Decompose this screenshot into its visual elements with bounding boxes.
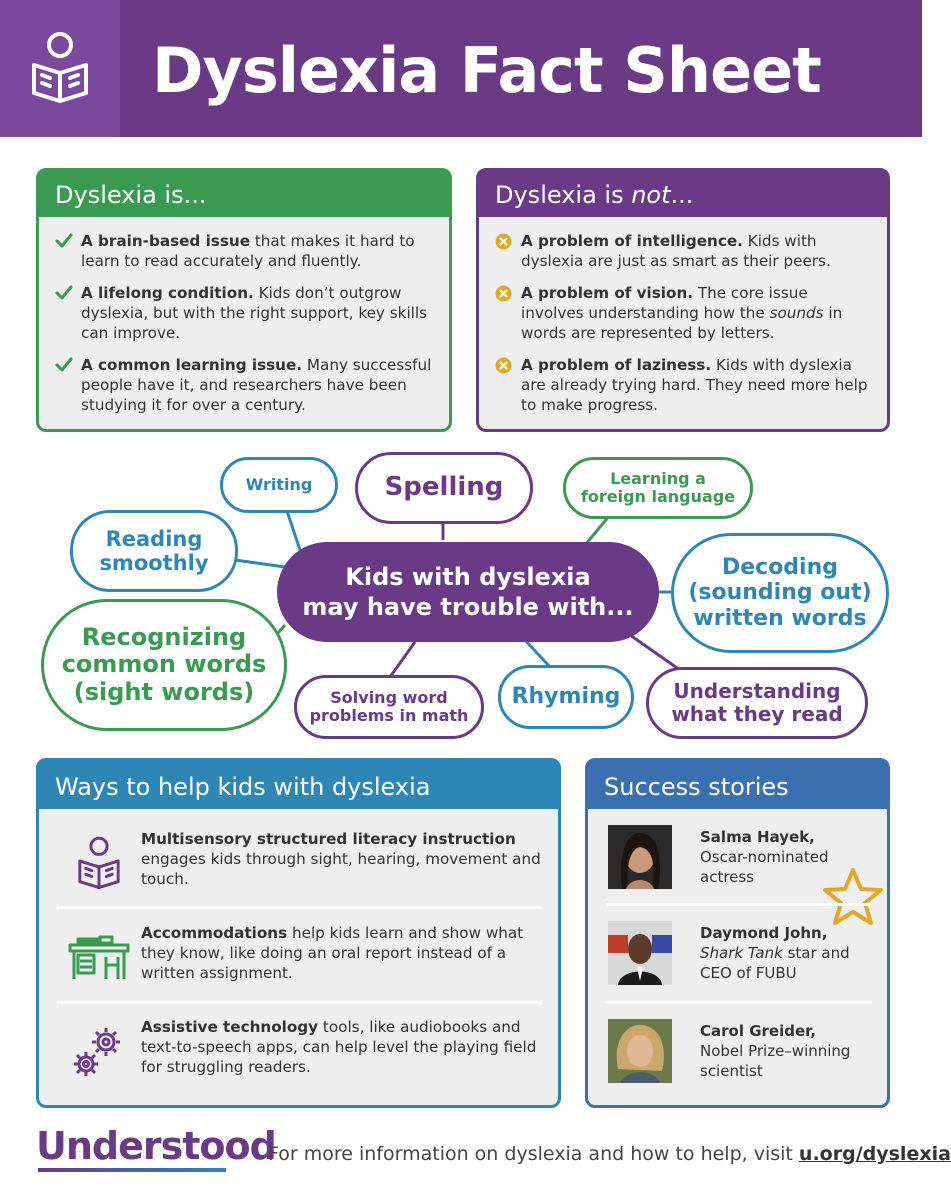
reading-child-icon [57, 829, 141, 899]
dyslexia-is-card [36, 168, 452, 432]
ways-to-help-card [36, 758, 561, 1108]
reading-child-icon [28, 31, 92, 107]
fact-bold: A common learning issue. [81, 356, 303, 374]
title-suffix: ... [670, 181, 694, 209]
bubble-label: written words [693, 605, 867, 631]
list-item [495, 283, 873, 343]
center-line2: may have trouble with... [302, 593, 634, 621]
fact-text: Many successful people have it, and researchers have been studying it for over a century. [81, 356, 432, 414]
bubble-label: smoothly [99, 551, 209, 575]
fact-text: that makes it hard to learn to read accurately and fluently. [81, 232, 415, 270]
title-emphasis: not [631, 181, 671, 209]
mindmap-center [277, 542, 659, 642]
bubble-math [294, 675, 484, 739]
bubble-understanding [646, 667, 868, 739]
help-text: help kids learn and show what they know, like doing an oral report instead of a written assignment. [141, 924, 524, 982]
fact-text: Kids with dyslexia are already trying hard. They need more help to make progress. [521, 356, 868, 414]
help-bold: Multisensory structured literacy instruction [141, 830, 516, 848]
bubble-label: Learning a [610, 468, 706, 488]
story-daymond [608, 921, 878, 985]
help-item-technology [57, 1017, 542, 1087]
bubble-label: (sounding out) [688, 580, 872, 606]
story-name: Salma Hayek, [700, 828, 815, 846]
fact-bold: A problem of intelligence. [521, 232, 743, 250]
divider [606, 1001, 872, 1004]
brand-logo: Understood [36, 1124, 276, 1168]
fact-bold: A problem of vision. [521, 284, 694, 302]
bubble-rhyming [498, 665, 634, 729]
star-icon [822, 867, 884, 927]
ways-title: Ways to help kids with dyslexia [39, 761, 558, 809]
story-name: Carol Greider, [700, 1022, 817, 1040]
checkmark-icon [55, 233, 81, 271]
dyslexia-is-not-title [479, 171, 887, 217]
list-item [495, 231, 873, 271]
gears-icon [57, 1017, 141, 1087]
brand-underline [38, 1168, 226, 1172]
x-circle-icon [495, 285, 521, 343]
header-banner [0, 0, 922, 137]
checkmark-icon [55, 285, 81, 343]
story-name: Daymond John, [700, 924, 828, 942]
fact-text: Kids don’t outgrow dyslexia, but with the right support, key skills can improve. [81, 284, 428, 342]
desk-icon [57, 923, 141, 993]
help-bold: Assistive technology [141, 1018, 319, 1036]
divider [606, 903, 872, 906]
bubble-reading-smoothly [70, 510, 238, 592]
fact-bold: A problem of laziness. [521, 356, 712, 374]
avatar [608, 921, 672, 985]
help-item-literacy [57, 829, 542, 899]
x-circle-icon [495, 233, 521, 271]
footer-message: For more information on dyslexia and how to help, visit [268, 1143, 799, 1165]
title-prefix: Dyslexia is [495, 181, 632, 209]
story-desc: star and CEO of FUBU [700, 944, 850, 982]
footer-link[interactable]: u.org/dyslexia [798, 1143, 951, 1165]
bubble-label: Rhyming [511, 684, 621, 710]
bubble-label: Recognizing [81, 622, 247, 651]
story-desc: Nobel Prize–winning scientist [700, 1042, 851, 1080]
bubble-label: Reading [105, 526, 203, 551]
bubble-label: problems in math [309, 706, 469, 725]
fact-bold: A lifelong condition. [81, 284, 254, 302]
avatar [608, 825, 672, 889]
help-item-accommodations [57, 923, 542, 993]
trouble-mindmap [0, 445, 922, 750]
help-text: tools, like audiobooks and text-to-speech apps, can help level the playing field for struggling readers. [141, 1018, 537, 1076]
bubble-label: foreign language [580, 487, 736, 506]
fact-bold: A brain-based issue [81, 232, 250, 250]
story-carol [608, 1019, 878, 1083]
fact-text-end: in words are represented by letters. [521, 304, 843, 342]
fact-emphasis: sounds [769, 304, 824, 322]
bubble-spelling [355, 452, 533, 524]
list-item [495, 355, 873, 415]
list-item [55, 283, 435, 343]
dyslexia-is-not-card [476, 168, 890, 432]
list-item [55, 231, 435, 271]
story-desc: Oscar-nominated actress [700, 848, 829, 886]
help-text: engages kids through sight, hearing, movement and touch. [141, 850, 541, 888]
bubble-decoding [671, 533, 889, 653]
dyslexia-is-not-list [479, 217, 887, 415]
checkmark-icon [55, 357, 81, 415]
bubble-label: Understanding [673, 679, 841, 703]
bubble-label: what they read [671, 702, 843, 726]
fact-text: The core issue involves understanding how the [521, 284, 808, 322]
success-stories-card [585, 758, 890, 1108]
bubble-label: Decoding [721, 555, 839, 581]
center-line1: Kids with dyslexia [345, 563, 591, 591]
bubble-writing [220, 457, 338, 513]
fact-text: Kids with dyslexia are just as smart as their peers. [521, 232, 831, 270]
help-bold: Accommodations [141, 924, 288, 942]
divider [57, 906, 542, 909]
logo-box [0, 0, 120, 137]
bubble-label: common words [61, 650, 267, 679]
dyslexia-is-title: Dyslexia is... [39, 171, 449, 217]
bubble-label: Solving word [330, 687, 448, 707]
list-item [55, 355, 435, 415]
page-title: Dyslexia Fact Sheet [152, 34, 821, 107]
bubble-label: (sight words) [73, 677, 255, 706]
x-circle-icon [495, 357, 521, 415]
stories-title: Success stories [588, 761, 887, 809]
divider [57, 1001, 542, 1004]
avatar [608, 1019, 672, 1083]
footer-text [268, 1143, 951, 1165]
bubble-foreign-language [563, 457, 753, 519]
bubble-label: Spelling [384, 472, 504, 503]
story-desc-emphasis: Shark Tank [700, 944, 783, 962]
bubble-label: Writing [245, 474, 313, 494]
dyslexia-is-list [39, 217, 449, 415]
bubble-recognizing [41, 599, 287, 731]
